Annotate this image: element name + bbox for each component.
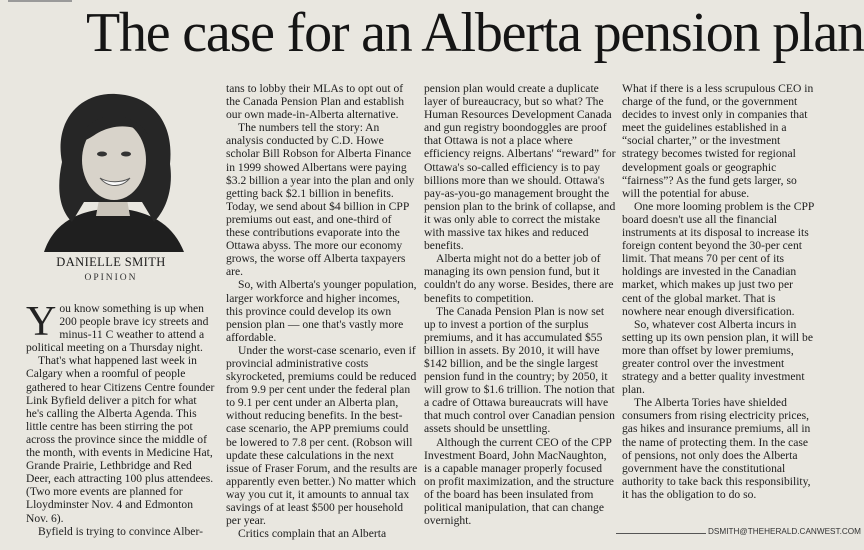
paragraph: tans to lobby their MLAs to opt out of the Canada Pension Plan and establish our own made-in-Alberta alternative. <box>226 82 405 122</box>
paragraph: pension plan would create a duplicate layer of bureaucracy, but so what? The Human Resources Development Canada and gun registry boondoggles are proof that Ottawa is not a place where efficiency reigns. Albertans' “reward” for Ottawa's so-called efficiency is to pay billions more than we should. Ottawa's pay-as-you-go management brought the pension plan to the brink of collapse, and it was only able to correct the mistake with massive tax hikes and reduced benefits. <box>424 82 616 253</box>
author-photo <box>24 82 202 252</box>
paragraph: So, with Alberta's younger population, larger workforce and higher incomes, this province could develop its own pension plan — one that's vastly more affordable. <box>226 278 417 344</box>
author-name: DANIELLE SMITH <box>56 255 166 269</box>
paragraph: What if there is a less scrupulous CEO in charge of the fund, or the government decides to invest only in companies that meet the guidelines established in a “social charter,” or the investment strategy becomes twisted for regional development goals or geographic “fairness”? As the fund gets larger, so will the potential for abuse. <box>622 82 814 200</box>
paragraph: Byfield is trying to convince Alber- <box>38 524 203 538</box>
paragraph: Critics complain that an Alberta <box>238 527 387 541</box>
article-column-1 <box>26 299 216 550</box>
paragraph <box>26 299 216 355</box>
author-portrait-image <box>24 82 202 252</box>
top-rule <box>8 0 72 2</box>
paragraph: That's what happened last week in Calgary when a roomful of people gathered to hear Citizens Centre founder Link Byfield deliver a pitch for what he's calling the Alberta Agenda. This little centre has been stirring the pot across the province since the middle of the month, with events in Medicine Hat, Grande Prairie, Lethbridge and Red Deer, each attracting 100 plus attendees. (Two more events are planned for Lloydminster Nov. 4 and Edmonton Nov. 6). <box>26 354 215 525</box>
email-rule <box>616 533 706 534</box>
article-column-4 <box>622 82 814 522</box>
paragraph: Under the worst-case scenario, even if provincial administrative costs skyrocketed, premiums could be reduced from 9.9 per cent under the federal plan to 9.1 per cent under an Alberta plan, without reducing benefits. In the best-case scenario, the APP premiums could be lowered to 7.8 per cent. (Robson will update these calculations in the next issue of Fraser Forum, and the results are apparently even better.) No matter which way you cut it, it amounts to annual tax savings of at least $500 per household per year. <box>226 343 418 528</box>
article-column-3 <box>424 82 616 542</box>
paragraph: So, whatever cost Alberta incurs in setting up its own pension plan, it will be more than offset by lower premiums, greater control over the investment strategy and a better quality investment plan. <box>622 317 813 397</box>
paragraph: The numbers tell the story: An analysis conducted by C.D. Howe scholar Bill Robson for Alberta Finance in 1999 showed Albertans were paying $3.2 billion a year into the plan and only getting back $2.1 billion in benefits. Today, we send about $4 billion in CPP premiums out east, and one-third of these contributions evaporate into the Ottawa abyss. The more our economy grows, the worse off Alberta taxpayers are. <box>226 121 415 279</box>
headline: The case for an Alberta pension plan <box>86 2 864 64</box>
paragraph: Alberta might not do a better job of managing its own pension fund, but it couldn't do any worse. Besides, there are benefits to competition. <box>424 252 614 305</box>
paragraph: The Alberta Tories have shielded consumers from rising electricity prices, gas hikes and insurance premiums, all in the name of protecting them. In the case of pensions, not only does the Alberta government have the constitutional authority to take back this responsibility, it has the obligation to do so. <box>622 396 811 501</box>
paragraph: Although the current CEO of the CPP Investment Board, John MacNaughton, is a capable manager properly focused on profit maximization, and the structure of the board has been insulated from political manipulation, that can change overnight. <box>424 435 614 528</box>
paragraph: The Canada Pension Plan is now set up to invest a portion of the surplus premiums, and it has accumulated $55 billion in assets. By 2010, it will have $142 billion, and be the single largest pension fund in the country; by 2050, it will grow to $1.6 trillion. The notion that a cadre of Ottawa bureaucrats will have that much control over Canadian pension assets should be unsettling. <box>424 304 615 436</box>
author-email[interactable]: DSMITH@THEHERALD.CANWEST.COM <box>708 527 861 536</box>
paragraph: One more looming problem is the CPP board doesn't use all the financial instruments at its disposal to increase its foreign content beyond the 30-per cent limit. That means 70 per cent of its holdings are invested in the Canadian market, which makes up just two per cent of the global market. That is nowhere near enough diversification. <box>622 199 814 318</box>
article-column-2 <box>226 82 418 542</box>
section-label: OPINION <box>84 273 138 283</box>
author-email-row <box>616 527 861 541</box>
paragraph-text: ou know something is up when 200 people brave icy streets and minus-11 C weather to attend a political meeting on a Thursday night. <box>26 302 209 355</box>
drop-cap: Y <box>26 299 57 345</box>
